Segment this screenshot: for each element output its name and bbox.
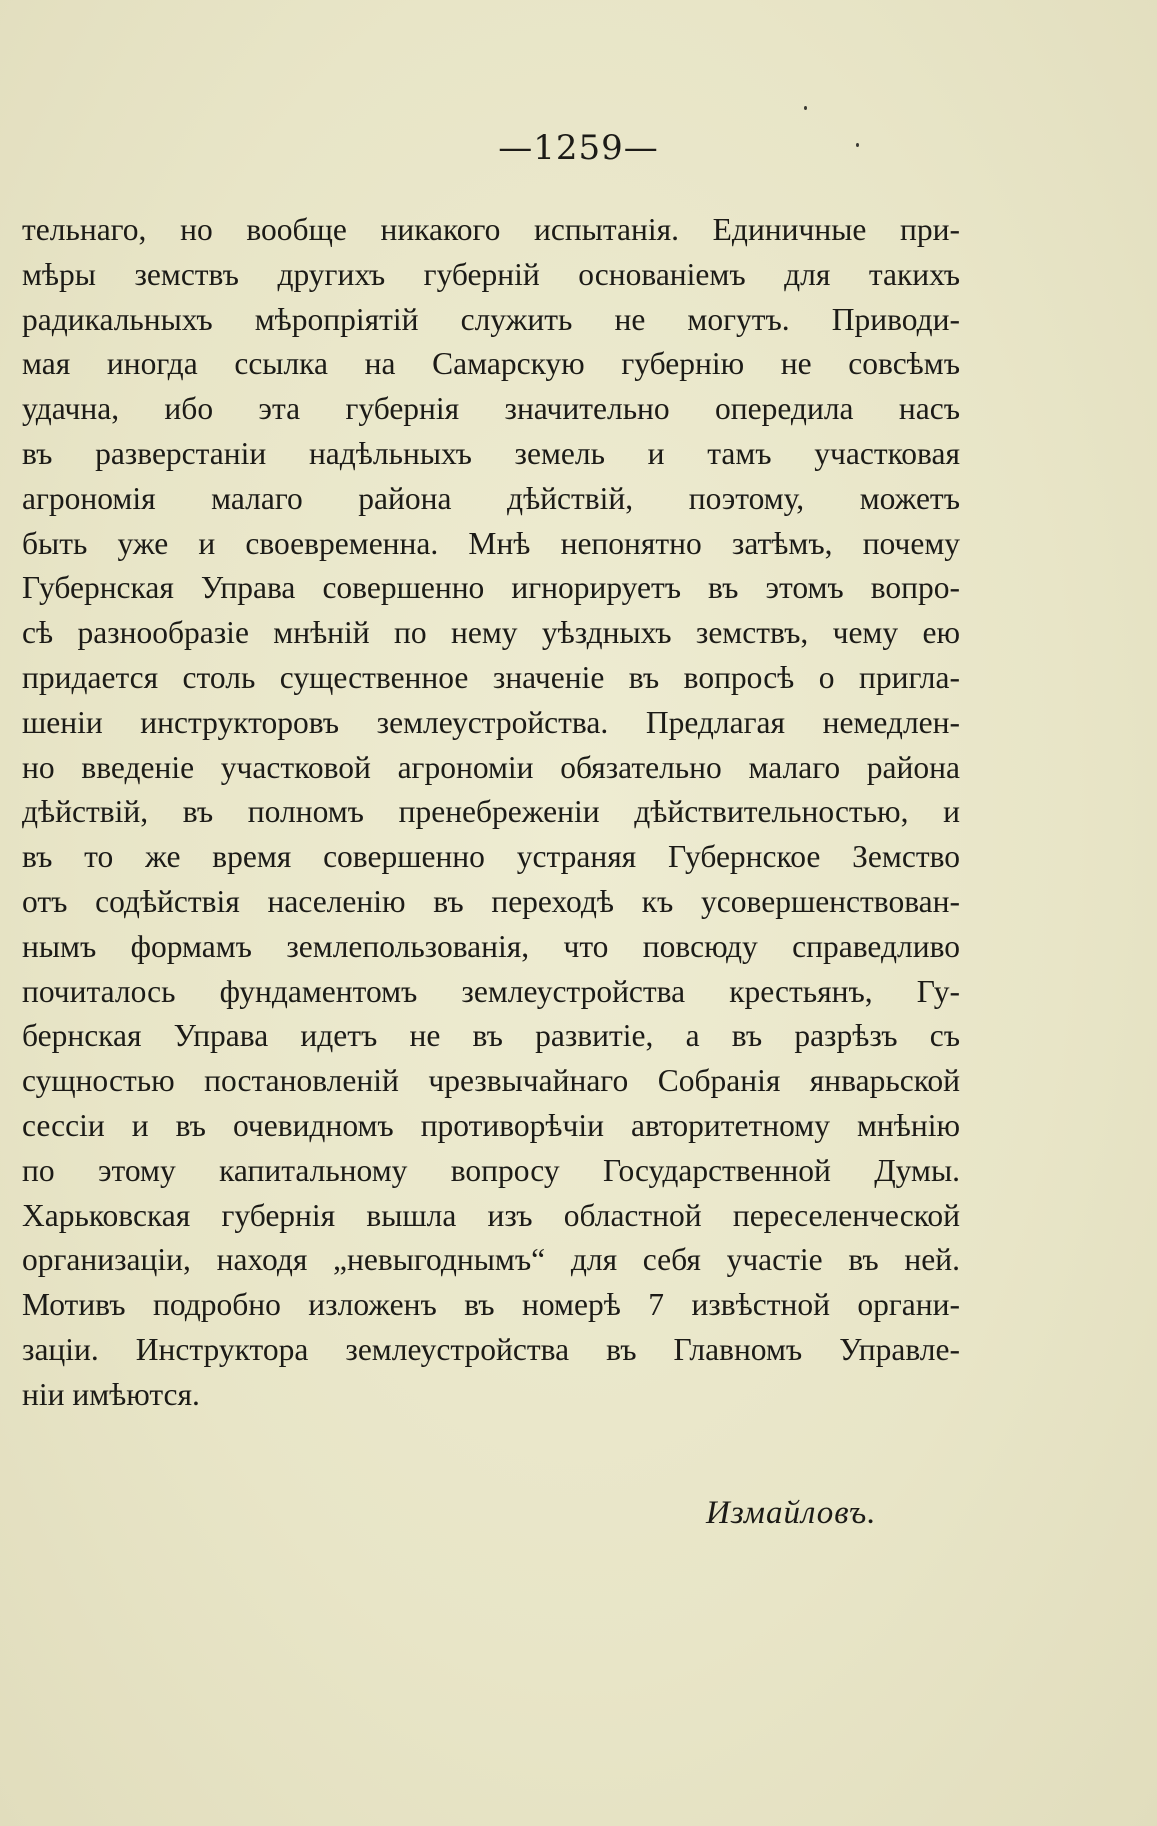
text-line: Харьковская губернія вышла изъ областной переселенческой	[22, 1197, 960, 1233]
text-line: почиталось фундаментомъ землеустройства крестьянъ, Гу-	[22, 973, 960, 1009]
text-line: но введеніе участковой агрономіи обязательно малаго района	[22, 749, 960, 785]
text-line: удачна, ибо эта губернія значительно опередила насъ	[22, 391, 960, 427]
text-line: ніи имѣются.	[22, 1376, 200, 1412]
text-line: бернская Управа идетъ не въ развитіе, а въ разрѣзъ съ	[22, 1018, 960, 1054]
text-line: Губернская Управа совершенно игнорируетъ въ этомъ вопро-	[22, 570, 960, 606]
text-line: сессіи и въ очевидномъ противорѣчіи авторитетному мнѣнію	[22, 1107, 960, 1143]
text-line: тельнаго, но вообще никакого испытанія. Единичные при-	[22, 212, 960, 247]
text-line: придается столь существенное значеніе въ вопросѣ о пригла-	[22, 659, 960, 695]
page-number: —1259—	[498, 128, 659, 168]
text-line: сѣ разнообразіе мнѣній по нему уѣздныхъ земствъ, чему ею	[22, 615, 960, 651]
text-line: заціи. Инструктора землеустройства въ Главномъ Управле-	[22, 1331, 960, 1367]
text-line: отъ содѣйствія населенію въ переходѣ къ усовершенствован-	[22, 883, 960, 919]
text-line: радикальныхъ мѣропріятій служить не могутъ. Приводи-	[22, 301, 960, 337]
text-line: дѣйствій, въ полномъ пренебреженіи дѣйствительностью, и	[22, 794, 960, 830]
text-line: Мотивъ подробно изложенъ въ номерѣ 7 извѣстной органи-	[22, 1287, 960, 1323]
text-line: организаціи, находя „невыгоднымъ“ для себя участіе въ ней.	[22, 1242, 960, 1278]
signature: Измайловъ.	[706, 1495, 877, 1531]
text-line: мая иногда ссылка на Самарскую губернію не совсѣмъ	[22, 346, 960, 382]
text-line: мѣры земствъ другихъ губерній основаніемъ для такихъ	[22, 256, 960, 292]
text-line: шеніи инструкторовъ землеустройства. Предлагая немедлен-	[22, 704, 960, 740]
text-line: сущностью постановленій чрезвычайнаго Собранія январьской	[22, 1063, 960, 1099]
body-text	[22, 208, 960, 1418]
text-line: по этому капитальному вопросу Государственной Думы.	[22, 1152, 960, 1188]
text-line: въ то же время совершенно устраняя Губернское Земство	[22, 839, 960, 875]
text-line: агрономія малаго района дѣйствій, поэтому, можетъ	[22, 480, 960, 516]
text-line: въ разверстаніи надѣльныхъ земель и тамъ участковая	[22, 435, 960, 471]
ink-speck	[804, 106, 807, 110]
text-line: нымъ формамъ землепользованія, что повсюду справедливо	[22, 928, 960, 964]
text-line: быть уже и своевременна. Мнѣ непонятно затѣмъ, почему	[22, 525, 960, 561]
